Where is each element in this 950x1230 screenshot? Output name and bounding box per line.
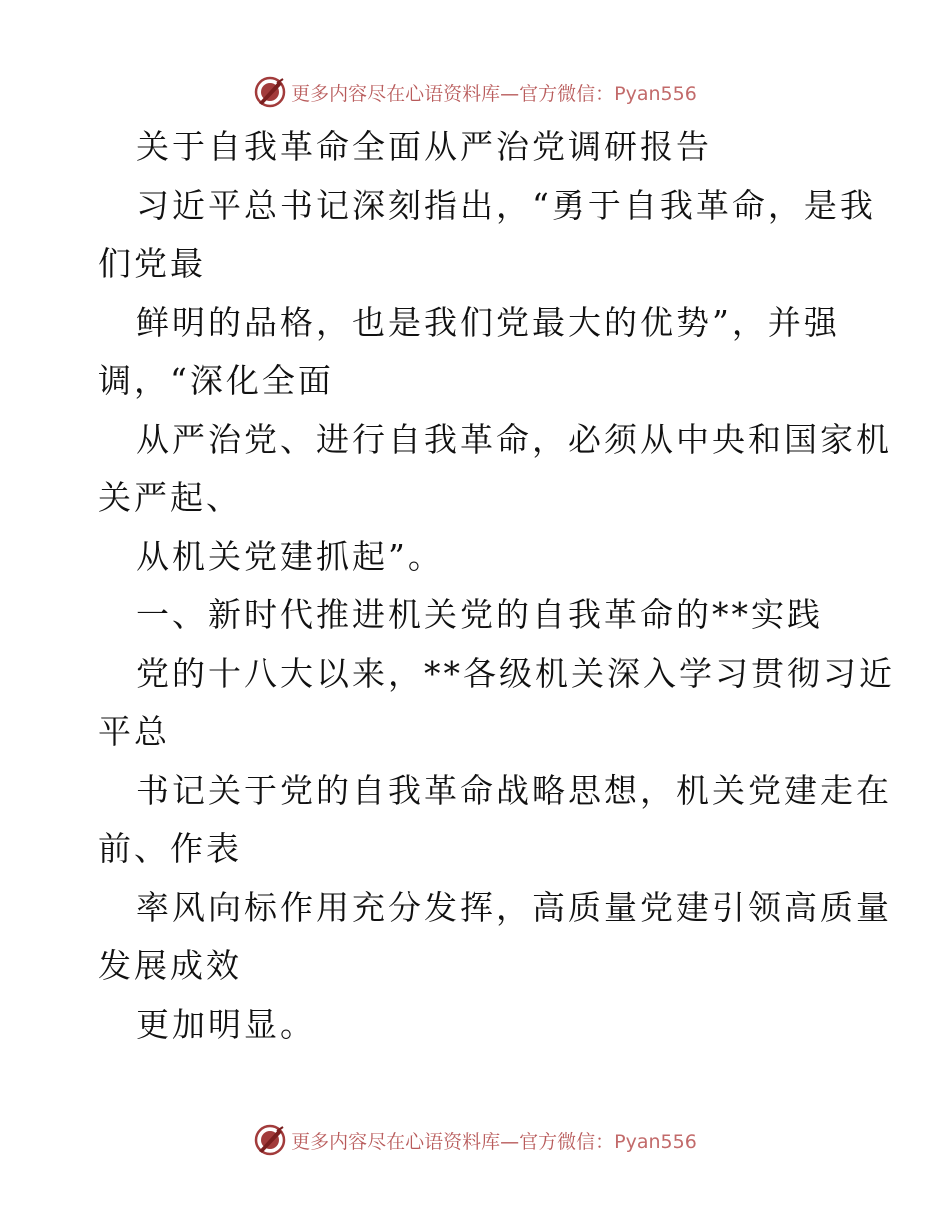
watermark-text: 更多内容尽在心语资料库—官方微信：Pyan556 — [291, 1130, 697, 1153]
paragraph-line: 从严治党、进行自我革命，必须从中央和国家机 — [136, 419, 892, 459]
header-watermark — [0, 72, 950, 112]
quill-pen-seal-icon — [253, 75, 287, 109]
section-heading: 一、新时代推进机关党的自我革命的**实践 — [136, 595, 823, 634]
paragraph-line: 书记关于党的自我革命战略思想，机关党建走在 — [136, 770, 892, 810]
paragraph-line: 发展成效 — [98, 946, 242, 985]
quill-pen-seal-icon — [253, 1123, 287, 1157]
paragraph-line: 鲜明的品格，也是我们党最大的优势”，并强 — [136, 302, 840, 342]
paragraph-line: 习近平总书记深刻指出，“勇于自我革命，是我 — [136, 185, 876, 225]
watermark-account: Pyan556 — [614, 82, 697, 105]
paragraph-line: 们党最 — [98, 244, 206, 283]
paragraph-line: 调，“深化全面 — [98, 361, 334, 400]
paragraph-line: 平总 — [98, 712, 170, 751]
paragraph-line: 率风向标作用充分发挥，高质量党建引领高质量 — [136, 887, 892, 927]
paragraph-line: 关严起、 — [98, 478, 242, 517]
watermark-account: Pyan556 — [614, 1130, 697, 1153]
paragraph-line: 从机关党建抓起”。 — [136, 536, 444, 576]
watermark-text: 更多内容尽在心语资料库—官方微信：Pyan556 — [291, 82, 697, 105]
paragraph-line: 前、作表 — [98, 829, 242, 868]
footer-watermark — [0, 1120, 950, 1160]
paragraph-line: 党的十八大以来，**各级机关深入学习贯彻习近 — [136, 653, 895, 693]
document-body — [98, 118, 895, 1054]
paragraph-line: 更加明显。 — [136, 1004, 316, 1044]
document-title: 关于自我革命全面从严治党调研报告 — [136, 127, 712, 166]
